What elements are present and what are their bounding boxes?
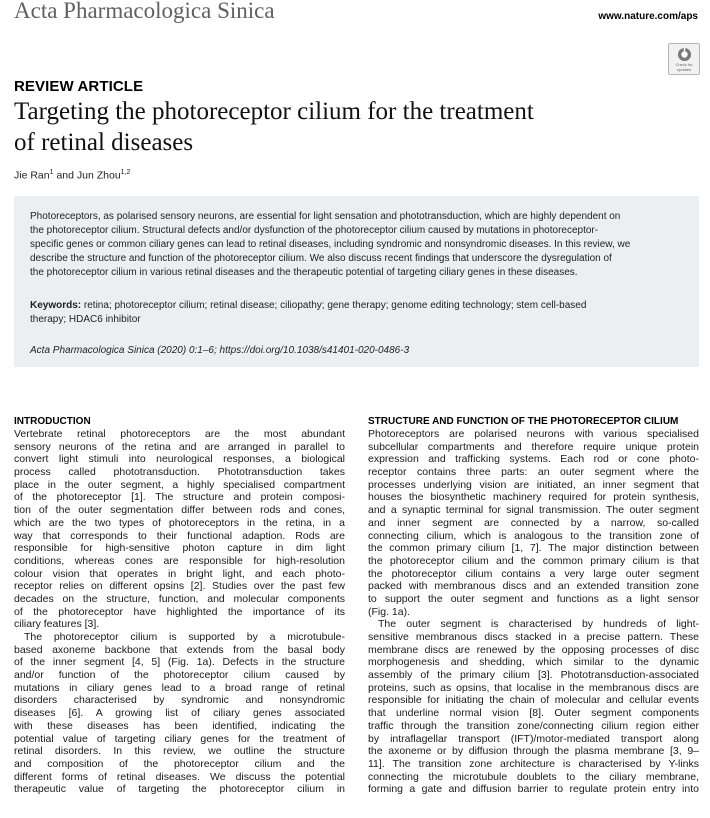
body-line: and a synaptic terminal for signal transmission. The outer segment	[368, 504, 699, 517]
body-line: Vertebrate retinal photoreceptors are the most abundant	[14, 428, 345, 440]
section-heading-structure: STRUCTURE AND FUNCTION OF THE PHOTORECEPTOR CILIUM	[368, 416, 679, 427]
body-line: the photoreceptor cilium contains a very large outer segment	[368, 567, 699, 580]
body-line: of the inner segment [4, 5] (Fig. 1a). Defects in the structure	[14, 656, 345, 669]
title-line: Targeting the photoreceptor cilium for the treatment	[14, 98, 534, 125]
body-line: convert light stimuli into neurological responses, a biological	[14, 453, 345, 466]
check-for-updates-badge[interactable]	[668, 43, 700, 75]
body-line: subcellular compartments and therefore require unique protein	[368, 440, 699, 453]
author-list	[14, 169, 130, 182]
body-line: of the photoreceptor have highlighted the importance of its	[14, 605, 345, 618]
body-line: sensitive membranous discs stacked in a precise pattern. These	[368, 631, 699, 643]
badge-label-2: updates	[676, 66, 692, 72]
body-line: place in the outer segment, a highly specialised compartment	[14, 478, 345, 491]
body-line: 11]. The transition zone architecture is characterised by Y-links	[368, 757, 699, 770]
abstract-panel	[14, 196, 699, 367]
keywords-line	[30, 299, 586, 312]
body-line: and/or function of the photoreceptor cilium caused by	[14, 669, 345, 682]
body-line: packed with membranous discs and an extended transition zone	[368, 580, 699, 593]
body-line: sensory neurons of the retina and are arranged in parallel to	[14, 440, 345, 453]
body-line: traffic through the transition zone/connecting cilium region either	[368, 719, 699, 732]
body-line: and inner segment are connected by a narrow, so-called	[368, 516, 699, 529]
body-line: receptor relies on different opsins [2]. Studies over the past few	[14, 580, 345, 593]
body-line: process called phototransduction. Phototransduction takes	[14, 466, 345, 479]
body-line: assembly of the primary cilium [3]. Phototransduction-associated	[368, 669, 699, 682]
body-line: potential value of targeting ciliary genes for the treatment of	[14, 732, 345, 745]
body-line: expression and trafficking systems. Each rod or cone photo-	[368, 453, 699, 466]
body-line: colour vision that operates in bright light, and each photo-	[14, 567, 345, 580]
structure-function-column	[368, 416, 699, 796]
body-line: which are the two types of photoreceptors in the retina, in a	[14, 516, 345, 529]
body-line: based axoneme backbone that extends from the basal body	[14, 643, 345, 656]
abstract-line: specific genes or common ciliary genes can lead to retinal diseases, including syndromic and nonsyndromic diseases. In this review, we	[30, 239, 631, 250]
body-line: by intraflagellar transport (IFT)/motor-mediated transport along	[368, 732, 699, 745]
author-separator: and	[56, 169, 74, 182]
abstract-line: the photoreceptor cilium in various retinal diseases and the therapeutic potential of targeting ciliary genes in these diseases.	[30, 267, 578, 278]
affiliation-marker[interactable]: 1	[49, 169, 54, 176]
body-line: mutations in ciliary genes lead to a broad range of retinal	[14, 681, 345, 694]
body-line: The photoreceptor cilium is supported by a microtubule-	[24, 631, 345, 643]
body-line: disorders characterised by syndromic and nonsyndromic	[14, 694, 345, 707]
body-line: connecting the microtubule doublets to the ciliary membrane,	[368, 770, 699, 783]
body-line: morphogenesis and shedding, which similar to the dynamic	[368, 656, 699, 669]
body-line: conditions, whereas cones are responsible for high-resolution	[14, 554, 345, 567]
body-line: that underline normal vision [8]. Outer segment components	[368, 707, 699, 720]
keywords-label: Keywords:	[30, 300, 82, 311]
body-line: (Fig. 1a).	[368, 605, 411, 618]
article-type: REVIEW ARTICLE	[14, 78, 144, 95]
body-line: decades on the structure, function, and molecular components	[14, 592, 345, 605]
body-line: membrane discs are renewed by the opposing processes of disc	[368, 643, 699, 656]
body-line: the axoneme or by diffusion through the plasma membrane [3, 9–	[368, 745, 699, 758]
body-line: connecting cilium, which is analogous to the transition zone of	[368, 529, 699, 542]
check-updates-icon	[677, 47, 692, 62]
keywords-line-2: therapy; HDAC6 inhibitor	[30, 314, 141, 325]
body-line: retinal disorders. In this review, we outline the structure	[14, 745, 345, 758]
body-line: the common primary cilium [1, 7]. The major distinction between	[368, 542, 699, 555]
body-line: receptor contains three parts: an outer segment where the	[368, 466, 699, 479]
body-line: way that corresponds to their functional adaption. Rods are	[14, 529, 345, 542]
section-heading-introduction: INTRODUCTION	[14, 416, 91, 427]
affiliation-marker[interactable]: 1,2	[120, 169, 131, 176]
body-line: forming a gate and diffusion barrier to regulate protein entry into	[368, 783, 699, 796]
title-line: of retinal diseases	[14, 129, 194, 156]
body-line: processes underlying vision are initiated, an inner segment that	[368, 478, 699, 491]
body-line: responsible for initiating the chain of molecular and cellular events	[368, 694, 699, 707]
body-line: therapeutic value of targeting the photoreceptor cilium in	[14, 783, 345, 796]
body-line: with these diseases has been identified, indicating the	[14, 719, 345, 732]
abstract-line: Photoreceptors, as polarised sensory neurons, are essential for light sensation and phototransduction, which are highly dependent on	[30, 211, 621, 222]
body-line: to support the outer segment and functions as a light sensor	[368, 592, 699, 605]
introduction-column	[14, 416, 345, 796]
article-title	[14, 96, 634, 158]
badge-label-1: Check for	[675, 61, 693, 67]
body-line: tion of the outer segmentation differ between rods and cones,	[14, 504, 345, 517]
keywords-text: retina; photoreceptor cilium; retinal disease; ciliopathy; gene therapy; genome editing technology; stem cell-based	[83, 300, 587, 311]
body-line: houses the biosynthetic machinery required for protein synthesis,	[368, 491, 699, 504]
abstract-line: the photoreceptor cilium. Structural defects and/or dysfunction of the photoreceptor cilium caused by mutations in photoreceptor-	[30, 225, 599, 236]
body-line: responsible for high-sensitive photon capture in dim light	[14, 542, 345, 555]
author-name[interactable]: Jie Ran	[14, 169, 50, 182]
journal-name: Acta Pharmacologica Sinica	[14, 0, 275, 23]
author-name[interactable]: Jun Zhou	[76, 169, 121, 182]
journal-url[interactable]: www.nature.com/aps	[598, 11, 698, 22]
body-line: Photoreceptors are polarised neurons with various specialised	[368, 428, 699, 440]
body-line: of the photoreceptor [1]. The structure and protein composi-	[14, 491, 345, 504]
body-line: diseases [6]. A growing list of ciliary genes associated	[14, 707, 345, 720]
body-line: the photoreceptor cilium and the common primary cilium is that	[368, 554, 699, 567]
body-line: different forms of retinal diseases. We discuss the potential	[14, 770, 345, 783]
citation-line[interactable]: Acta Pharmacologica Sinica (2020) 0:1–6; https://doi.org/10.1038/s41401-020-0486-3	[30, 345, 410, 356]
abstract-line: describe the structure and function of the photoreceptor cilium. We also discuss recent findings that underscore the dysregulation of	[30, 253, 612, 264]
body-line: The outer segment is characterised by hundreds of light-	[378, 618, 699, 631]
body-line: proteins, such as opsins, that localise in the membranous discs are	[368, 681, 699, 694]
body-line: ciliary features [3].	[14, 618, 100, 631]
body-line: and composition of the photoreceptor cilium and the	[14, 757, 345, 770]
